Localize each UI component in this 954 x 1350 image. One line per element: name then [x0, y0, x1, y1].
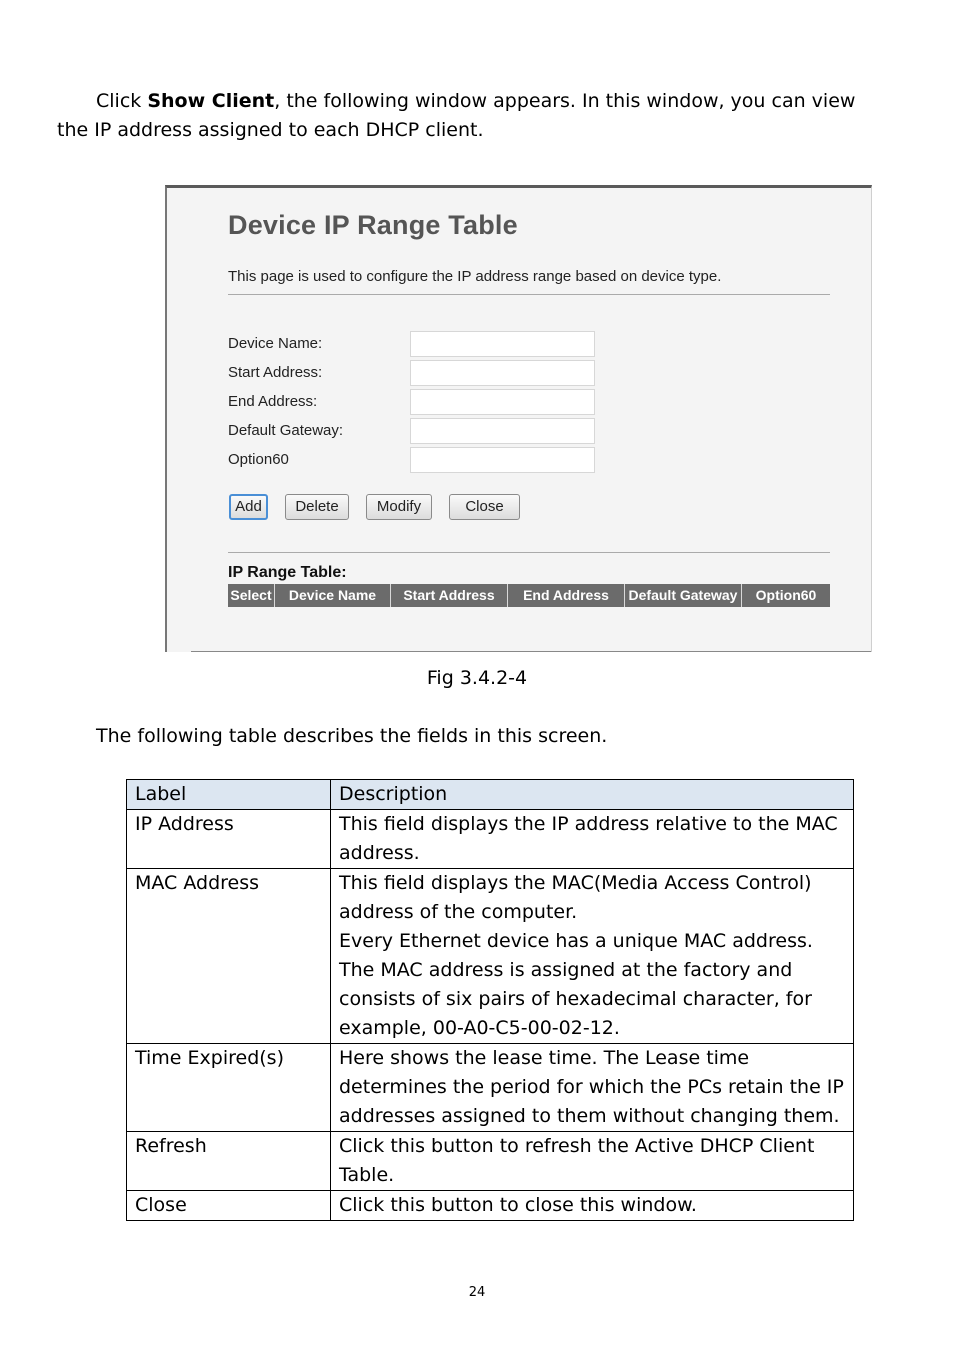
row-description [331, 1044, 854, 1132]
page-number: 24 [468, 1285, 486, 1300]
column-default-gateway: Default Gateway [625, 584, 742, 607]
screenshot-bottom-edge [191, 651, 871, 652]
header-description: Description [331, 780, 854, 810]
ip-range-table-header [228, 584, 830, 607]
ip-range-table-title: IP Range Table: [228, 564, 347, 581]
column-start-address: Start Address [391, 584, 508, 607]
device-ip-range-screenshot [165, 185, 872, 652]
default-gateway-input[interactable] [410, 418, 595, 444]
row-label: Close [127, 1191, 331, 1221]
intro-prefix: Click [96, 90, 148, 112]
column-select: Select [228, 584, 275, 607]
row-label: Refresh [127, 1132, 331, 1191]
description-text: Click this button to close this window. [339, 1194, 697, 1216]
screenshot-description: This page is used to configure the IP address range based on device type. [228, 268, 722, 285]
column-option60: Option60 [755, 587, 817, 603]
row-label: MAC Address [127, 869, 331, 1044]
description-text: This field displays the IP address relative to the MAC address. [339, 813, 838, 864]
divider [228, 552, 830, 553]
description-text: This field displays the MAC(Media Access Control) address of the computer. [339, 872, 812, 923]
option60-label: Option60 [228, 451, 289, 468]
end-address-input[interactable] [410, 389, 595, 415]
start-address-input[interactable] [410, 360, 595, 386]
row-label: IP Address [127, 810, 331, 869]
figure-caption: Fig 3.4.2-4 [426, 667, 528, 689]
default-gateway-label: Default Gateway: [228, 422, 344, 439]
device-name-label: Device Name: [228, 335, 323, 352]
intro-show-client: Show Client [147, 90, 275, 112]
description-text: Click this button to refresh the Active DHCP Client Table. [339, 1135, 815, 1186]
row-description [331, 869, 854, 1044]
table-row [127, 1132, 854, 1191]
table-row [127, 1191, 854, 1221]
intro-suffix: , the following window appears. In this window, you can view the IP address assigned to each DHCP client. [57, 90, 856, 141]
table-row [127, 1044, 854, 1132]
table-row [127, 810, 854, 869]
close-button[interactable]: Close [449, 494, 520, 520]
delete-button[interactable]: Delete [285, 494, 349, 520]
row-description [331, 810, 854, 869]
header-label: Label [127, 780, 331, 810]
start-address-label: Start Address: [228, 364, 323, 381]
row-label: Time Expired(s) [127, 1044, 331, 1132]
divider [228, 294, 830, 295]
modify-button[interactable]: Modify [366, 494, 432, 520]
row-description [331, 1191, 854, 1221]
description-text: Here shows the lease time. The Lease time determines the period for which the PCs retain the IP addresses assigned to them without changing them. [339, 1047, 844, 1127]
table-header-row [127, 780, 854, 810]
device-name-input[interactable] [410, 331, 595, 357]
screenshot-title: Device IP Range Table [228, 210, 518, 240]
column-device-name: Device Name [275, 584, 391, 607]
end-address-label: End Address: [228, 393, 318, 410]
column-end-address: End Address [508, 584, 625, 607]
option60-input[interactable] [410, 447, 595, 473]
table-row [127, 869, 854, 1044]
row-description [331, 1132, 854, 1191]
table-lead-text: The following table describes the fields in this screen. [96, 725, 608, 747]
intro-paragraph [57, 87, 887, 145]
add-button[interactable]: Add [229, 494, 268, 520]
description-text: Every Ethernet device has a unique MAC address. The MAC address is assigned at the factory and consists of six pairs of hexadecimal character, for example, 00-A0-C5-00-02-12. [339, 930, 813, 1039]
field-description-table [126, 779, 854, 1221]
